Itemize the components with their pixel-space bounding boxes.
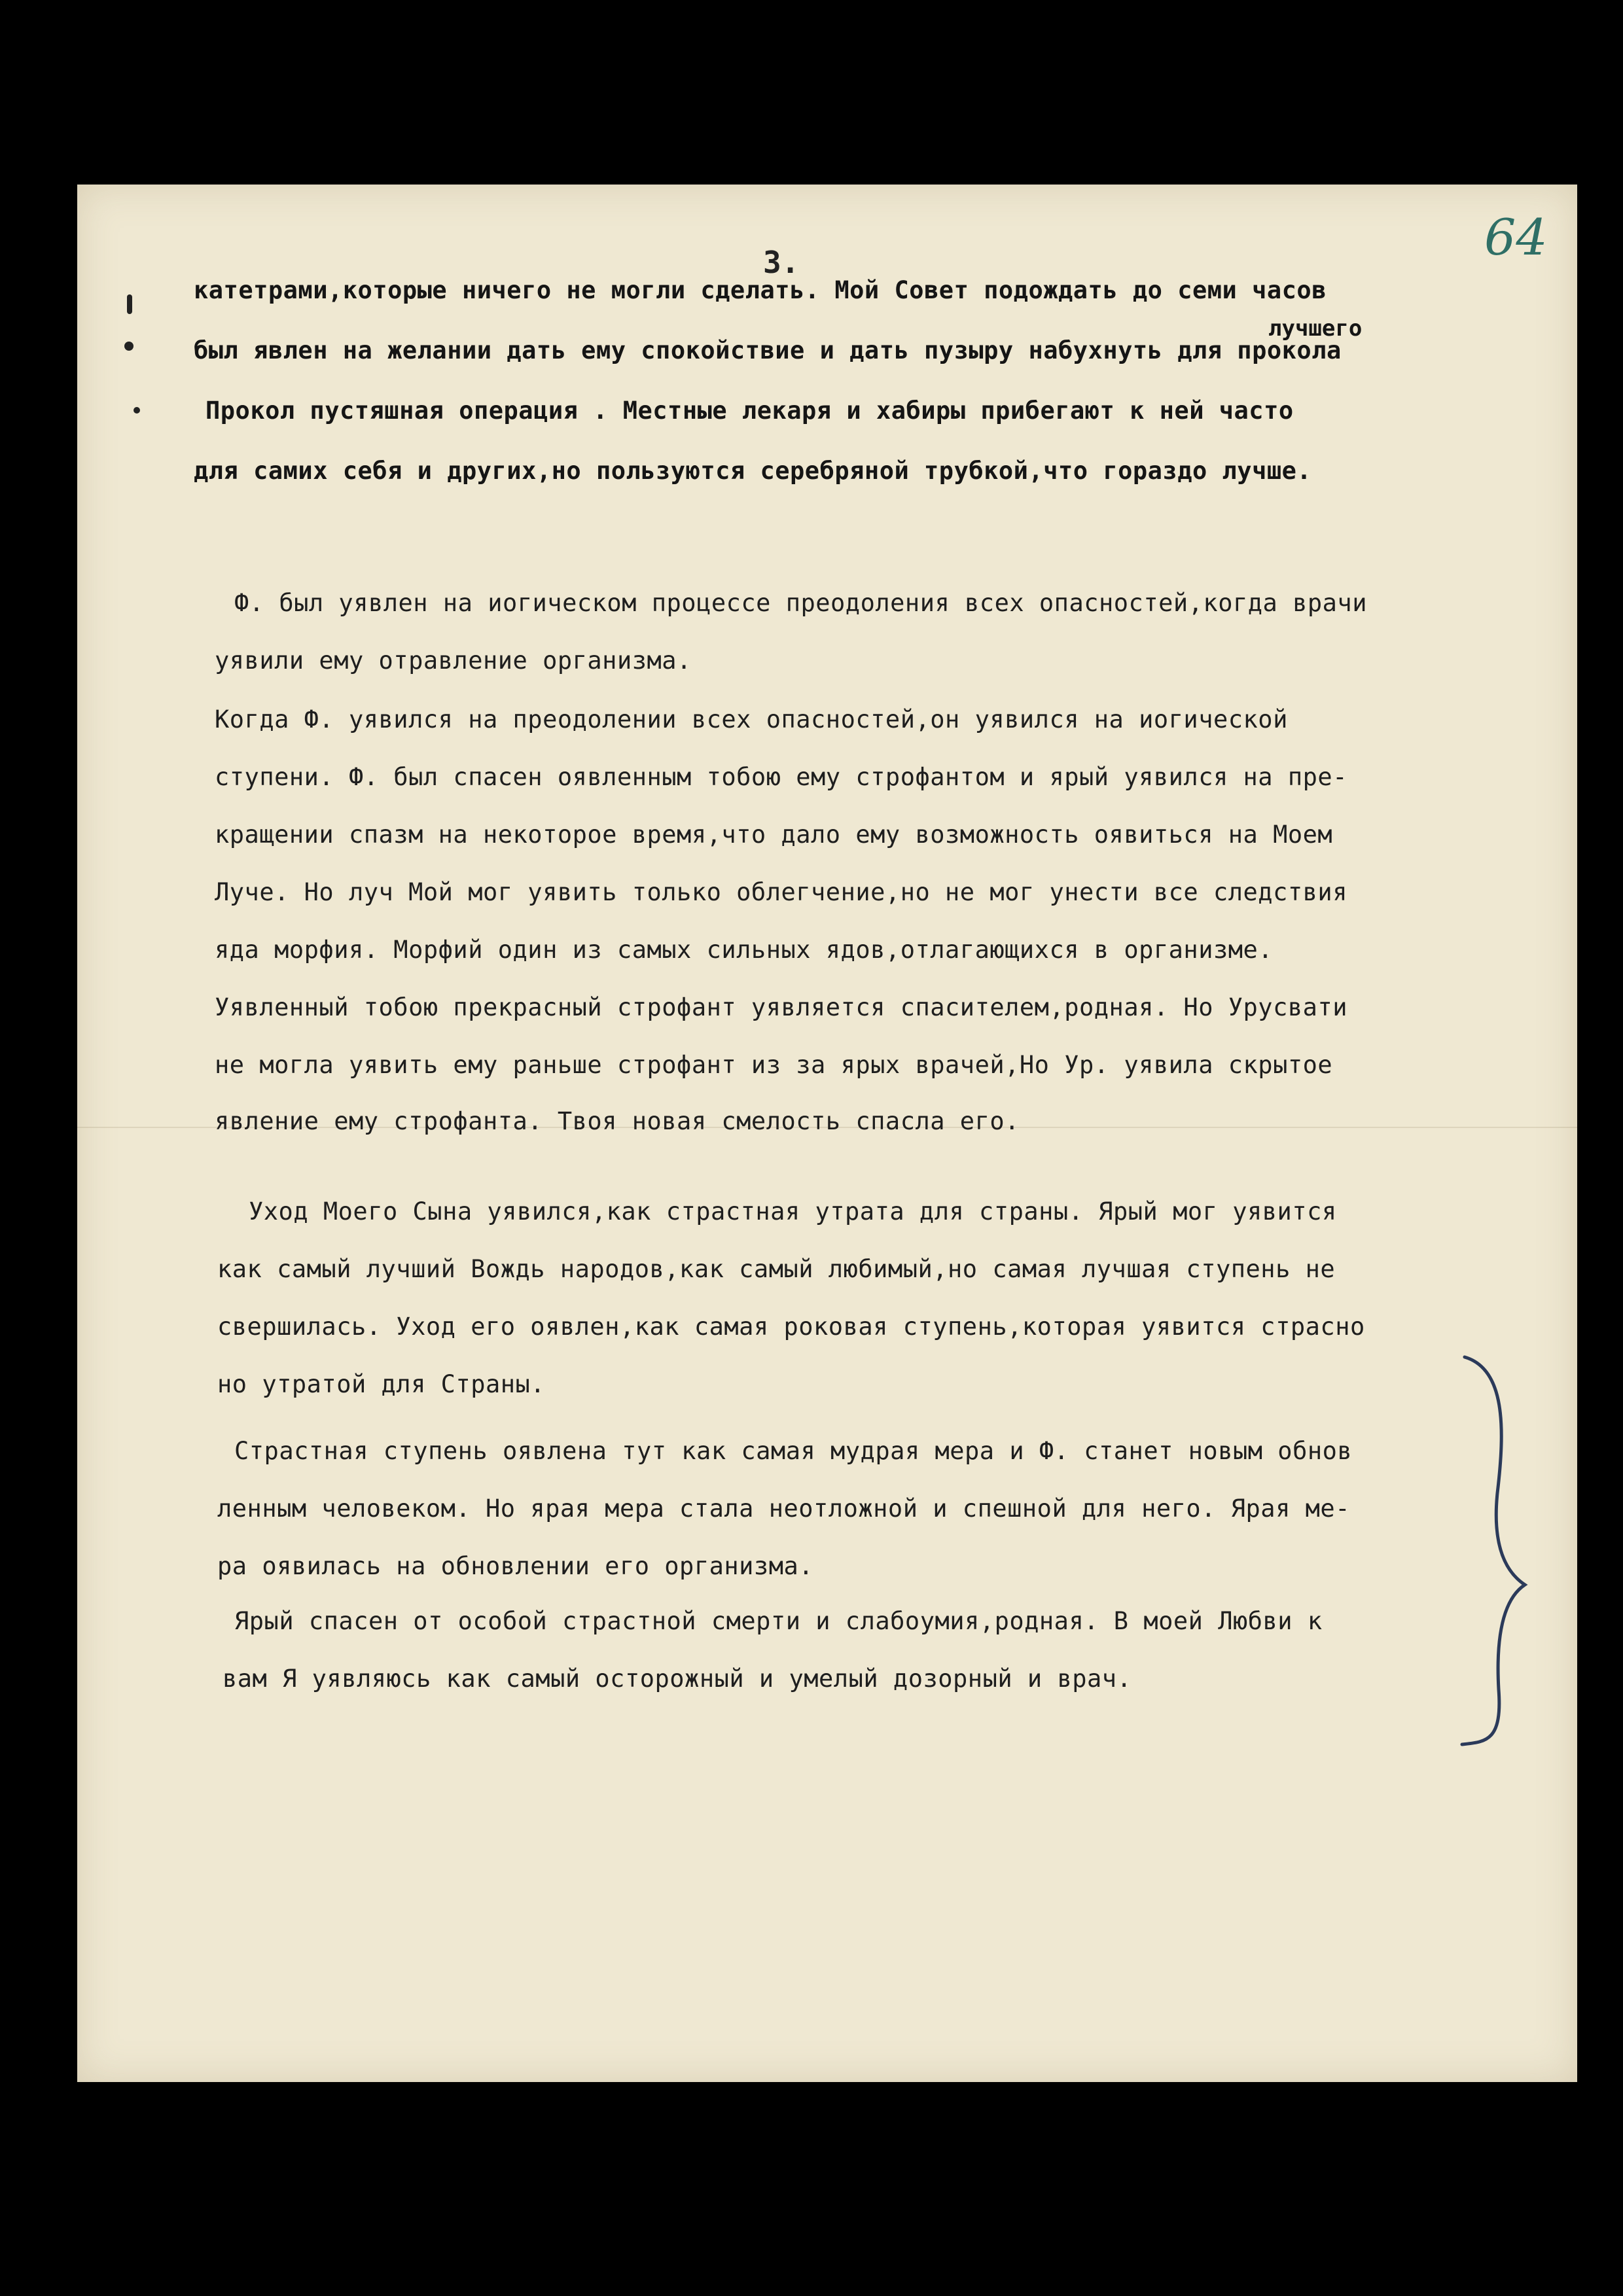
text-line: как самый лучший Вождь народов,как самый любимый,но самая лучшая ступень не bbox=[217, 1255, 1336, 1283]
text-line: Уход Моего Сына уявился,как страстная утрата для страны. Ярый мог уявится bbox=[249, 1197, 1337, 1226]
text-line: ра оявилась на обновлении его организма. bbox=[217, 1552, 814, 1580]
text-line: Ф. был уявлен на иогическом процессе преодоления всех опасностей,когда врачи bbox=[234, 589, 1367, 617]
handwritten-insertion: лучшего bbox=[1268, 315, 1363, 342]
text-line: Когда Ф. уявился на преодолении всех опасностей,он уявился на иогической bbox=[215, 705, 1288, 733]
text-line: яда морфия. Морфий один из самых сильных ядов,отлагающихся в организме. bbox=[215, 936, 1274, 964]
text-line: для самих себя и других,но пользуются серебряной трубкой,что гораздо лучше. bbox=[194, 457, 1312, 485]
text-line: был явлен на желании дать ему спокойствие и дать пузыру набухнуть для прокола bbox=[194, 336, 1342, 364]
text-line: Страстная ступень оявлена тут как самая мудрая мера и Ф. станет новым обнов bbox=[234, 1437, 1353, 1465]
text-line: явление ему строфанта. Твоя новая смелость спасла его. bbox=[215, 1107, 1020, 1135]
text-line: свершилась. Уход его оявлен,как самая роковая ступень,которая уявится страсно bbox=[217, 1313, 1365, 1341]
text-line: ленным человеком. Но ярая мера стала неотложной и спешной для него. Ярая ме- bbox=[217, 1494, 1350, 1523]
document-page bbox=[77, 185, 1577, 2082]
margin-mark bbox=[127, 294, 132, 314]
margin-mark bbox=[124, 342, 134, 351]
folio-number: 64 bbox=[1484, 208, 1548, 266]
text-line: не могла уявить ему раньше строфант из за ярых врачей,Но Ур. уявила скрытое bbox=[215, 1051, 1333, 1079]
text-line: Прокол пустяшная операция . Местные лекаря и хабиры прибегают к ней часто bbox=[205, 397, 1294, 425]
text-line: Ярый спасен от особой страстной смерти и слабоумия,родная. В моей Любви к bbox=[234, 1607, 1323, 1635]
margin-mark bbox=[134, 407, 140, 414]
handwritten-bracket bbox=[1459, 1349, 1538, 1755]
text-line: но утратой для Страны. bbox=[217, 1370, 546, 1398]
text-line: катетрами,которые ничего не могли сделать. Мой Совет подождать до семи часов bbox=[194, 276, 1327, 304]
text-line: Луче. Но луч Мой мог уявить только облегчение,но не мог унести все следствия bbox=[215, 878, 1347, 906]
text-line: Уявленный тобою прекрасный строфант уявляется спасителем,родная. Но Урусвати bbox=[215, 993, 1347, 1021]
text-line: кращении спазм на некоторое время,что дало ему возможность оявиться на Моем bbox=[215, 821, 1333, 849]
text-line: ступени. Ф. был спасен оявленным тобою ему строфантом и ярый уявился на пре- bbox=[215, 763, 1347, 791]
text-line: уявили ему отравление организма. bbox=[215, 646, 692, 675]
text-line: вам Я уявляюсь как самый осторожный и умелый дозорный и врач. bbox=[223, 1665, 1132, 1693]
page-number: 3. bbox=[763, 245, 800, 280]
